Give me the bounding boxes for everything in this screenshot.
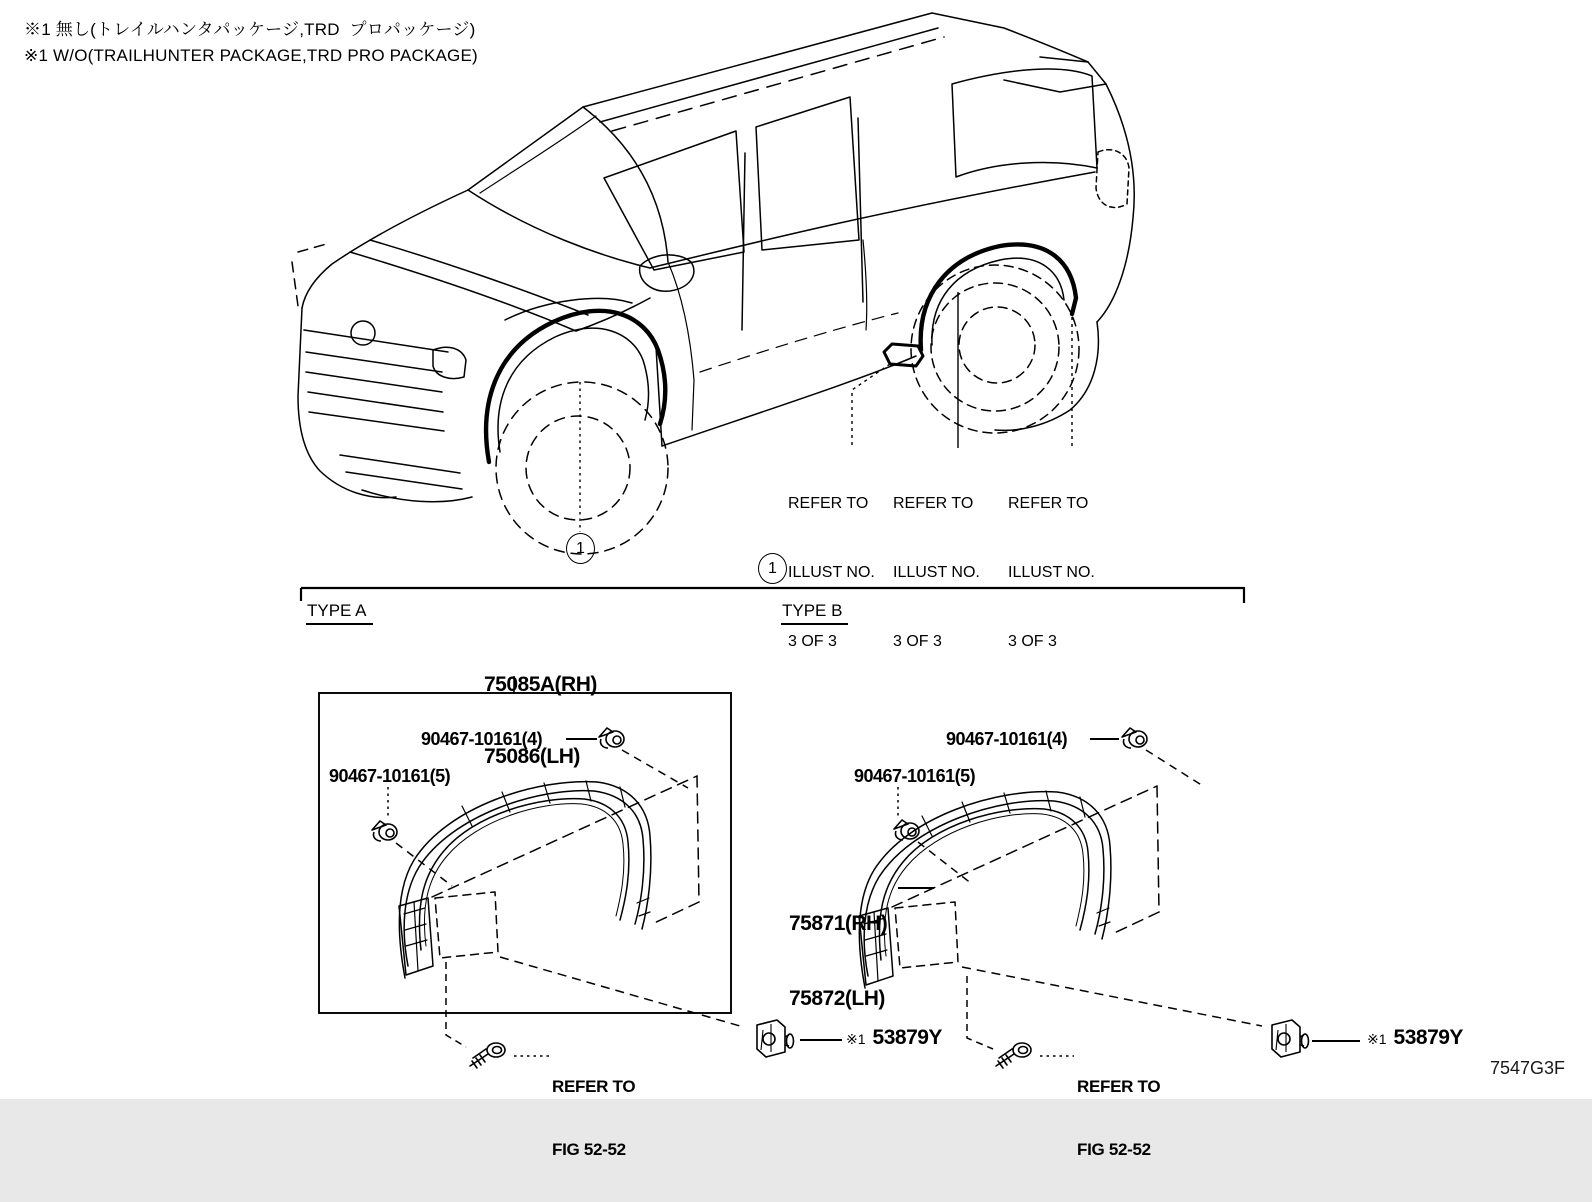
type-b-label: TYPE B bbox=[781, 601, 848, 625]
rear-arch-moulding-bold bbox=[921, 244, 1076, 350]
retainer-clip-icon bbox=[1272, 1020, 1309, 1057]
rear-mudguard-bold bbox=[884, 344, 923, 366]
retainer-part-number: 53879Y bbox=[1393, 1026, 1463, 1049]
retainer-part-number: 53879Y bbox=[872, 1026, 942, 1049]
refer-fig-line: FIG 52-52 bbox=[1077, 1140, 1151, 1159]
note-japanese: ※1 無し(トレイルハンタパッケージ,TRD プロパッケージ) bbox=[24, 20, 476, 39]
refer-fig-line: FIG 52-52 bbox=[552, 1140, 626, 1159]
refer-fig-note-a bbox=[552, 1034, 635, 1202]
footnote-marker: ※1 bbox=[846, 1031, 866, 1047]
figure-code: 7547G3F bbox=[1490, 1058, 1566, 1078]
type-a-part-numbers bbox=[484, 625, 597, 817]
refer-fig-line: REFER TO bbox=[552, 1077, 636, 1096]
clip-icon bbox=[1122, 728, 1147, 748]
type-b-clip-front-label: 90467-10161(5) bbox=[854, 766, 976, 786]
clip-icon bbox=[372, 821, 397, 841]
refer-illust-line: 3 OF 3 bbox=[1008, 633, 1057, 650]
type-a-clip-front-label: 90467-10161(5) bbox=[329, 766, 451, 786]
footnote-marker: ※1 bbox=[1367, 1031, 1387, 1047]
part-number-rh: 75871(RH) bbox=[789, 912, 888, 935]
refer-fig-note-b bbox=[1077, 1034, 1160, 1202]
refer-illust-line: ILLUST NO. bbox=[788, 564, 875, 581]
type-a-label: TYPE A bbox=[306, 601, 373, 625]
part-number-lh: 75086(LH) bbox=[484, 745, 580, 768]
screw-icon bbox=[470, 1043, 505, 1068]
group-bracket bbox=[301, 587, 1244, 603]
refer-illust-note-2 bbox=[893, 446, 980, 699]
refer-fig-line: REFER TO bbox=[1077, 1077, 1161, 1096]
note-english: ※1 W/O(TRAILHUNTER PACKAGE,TRD PRO PACKAGE) bbox=[24, 46, 478, 65]
refer-illust-line: 3 OF 3 bbox=[788, 633, 837, 650]
front-arch-moulding-bold bbox=[486, 311, 665, 462]
clip-icon bbox=[599, 728, 624, 748]
callout-1-group: 1 bbox=[758, 553, 787, 584]
refer-illust-line: REFER TO bbox=[788, 495, 869, 512]
refer-illust-line: REFER TO bbox=[893, 495, 974, 512]
screw-icon bbox=[996, 1043, 1031, 1068]
refer-illust-line: ILLUST NO. bbox=[1008, 564, 1095, 581]
part-number-rh: 75085A(RH) bbox=[484, 673, 597, 696]
retainer-part-label-a bbox=[846, 1026, 942, 1050]
refer-illust-note-1 bbox=[788, 446, 875, 699]
part-number-lh: 75872(LH) bbox=[789, 987, 885, 1010]
callout-1-front: 1 bbox=[566, 533, 595, 564]
refer-illust-line: ILLUST NO. bbox=[893, 564, 980, 581]
retainer-part-label-b bbox=[1367, 1026, 1463, 1050]
clip-icon bbox=[894, 820, 919, 840]
refer-illust-note-3 bbox=[1008, 446, 1095, 699]
type-b-clip-upper-label: 90467-10161(4) bbox=[946, 729, 1068, 749]
refer-illust-line: REFER TO bbox=[1008, 495, 1089, 512]
type-a-clip-upper-label: 90467-10161(4) bbox=[421, 729, 543, 749]
refer-illust-line: 3 OF 3 bbox=[893, 633, 942, 650]
